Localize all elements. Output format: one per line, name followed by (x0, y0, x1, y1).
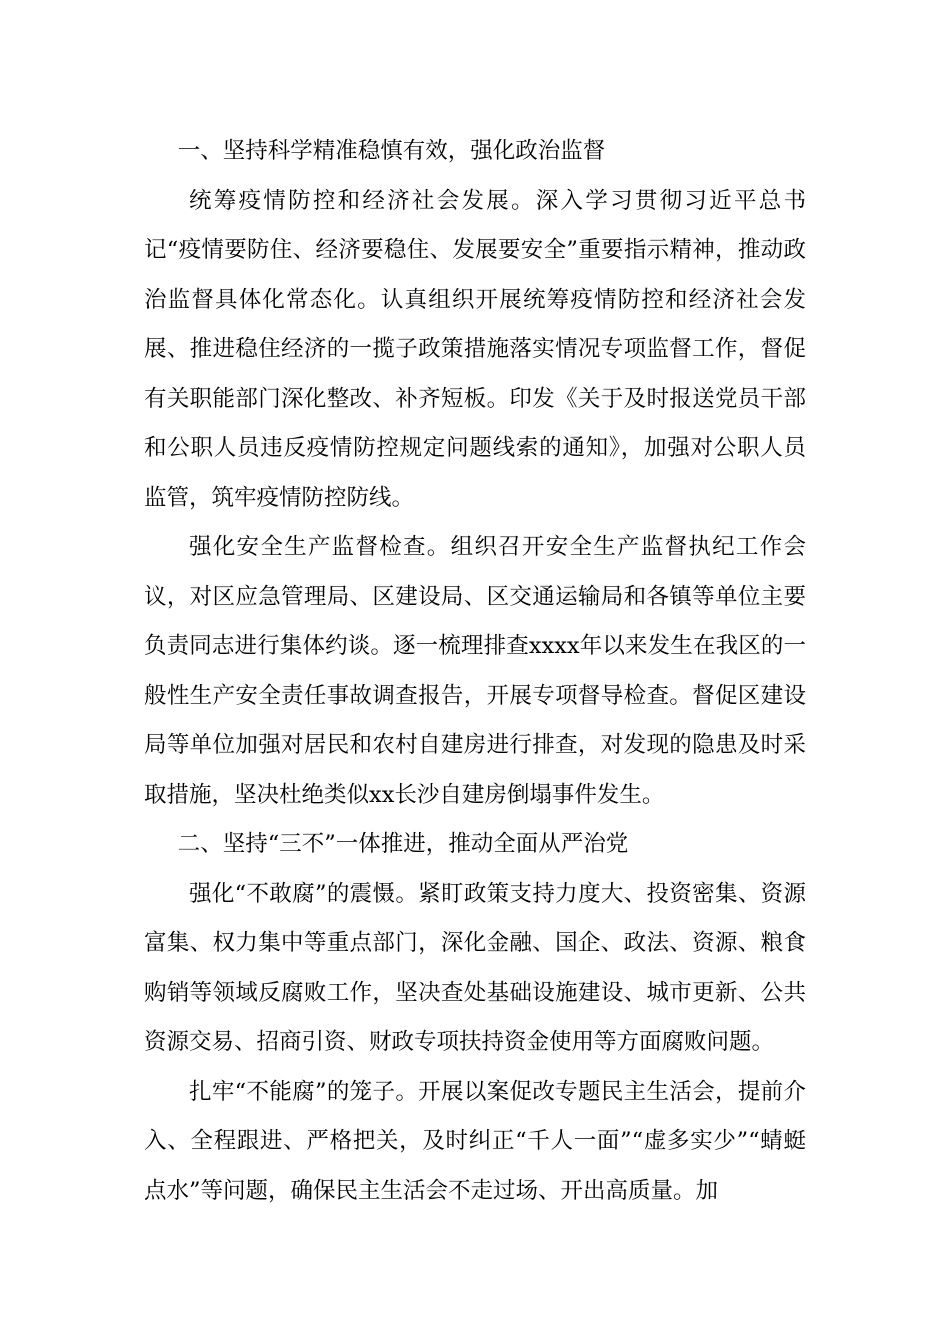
document-body (144, 127, 806, 1216)
paragraph-cannot-corrupt: 扎牢“不能腐”的笼子。开展以案促改专题民主生活会，提前介入、全程跟进、严格把关，及时纠正“千人一面”“虚多实少”“蜻蜓点水”等问题，确保民主生活会不走过场、开出高质量。加 (144, 1078, 806, 1204)
paragraph-epidemic-economy: 统筹疫情防控和经济社会发展。深入学习贯彻习近平总书记“疫情要防住、经济要稳住、发展要安全”重要指示精神，推动政治监督具体化常态化。认真组织开展统筹疫情防控和经济社会发展、推进稳住经济的一揽子政策措施落实情况专项监督工作，督促有关职能部门深化整改、补齐短板。印发《关于及时报送党员干部和公职人员违反疫情防控规定问题线索的通知》，加强对公职人员监管，筑牢疫情防控防线。 (144, 187, 806, 511)
paragraph-dare-not-corrupt: 强化“不敢腐”的震慑。紧盯政策支持力度大、投资密集、资源富集、权力集中等重点部门，深化金融、国企、政法、资源、粮食购销等领域反腐败工作，坚决查处基础设施建设、城市更新、公共资源交易、招商引资、财政专项扶持资金使用等方面腐败问题。 (144, 880, 806, 1055)
section-heading-1: 一、坚持科学精准稳慎有效，强化政治监督 (177, 138, 606, 164)
section-heading-2: 二、坚持“三不”一体推进，推动全面从严治党 (177, 831, 629, 857)
paragraph-safety-production: 强化安全生产监督检查。组织召开安全生产监督执纪工作会议，对区应急管理局、区建设局、区交通运输局和各镇等单位主要负责同志进行集体约谈。逐一梳理排查xxxx年以来发生在我区的一般性生产安全责任事故调查报告，开展专项督导检查。督促区建设局等单位加强对居民和农村自建房进行排查，对发现的隐患及时采取措施，坚决杜绝类似xx长沙自建房倒塌事件发生。 (144, 534, 806, 808)
